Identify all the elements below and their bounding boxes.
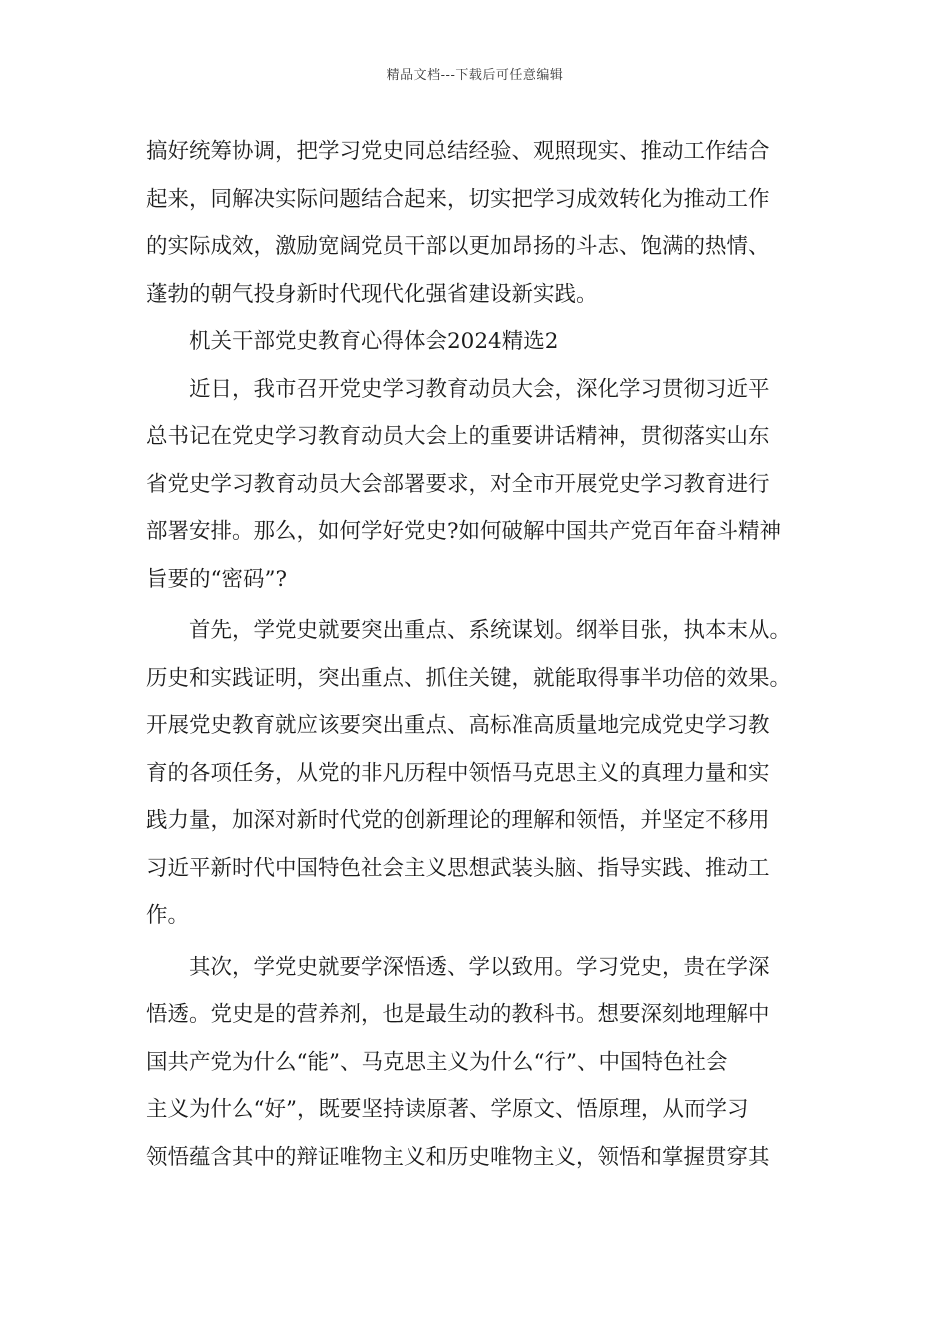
paragraph-line: 开展党史教育就应该要突出重点、高标准高质量地完成党史学习教 [146, 713, 770, 738]
paragraph-line: 悟透。党史是的营养剂，也是最生动的教科书。想要深刻地理解中 [146, 1002, 770, 1027]
paragraph-line: 习近平新时代中国特色社会主义思想武装头脑、指导实践、推动工 [146, 855, 770, 881]
paragraph-line: 蓬勃的朝气投身新时代现代化强省建设新实践。 [146, 281, 598, 307]
paragraph-line: 起来，同解决实际问题结合起来，切实把学习成效转化为推动工作 [146, 186, 770, 212]
paragraph-line: 的实际成效，激励宽阔党员干部以更加昂扬的斗志、饱满的热情、 [146, 234, 770, 259]
paragraph-first-line: 首先，学党史就要突出重点、系统谋划。纲举目张，执本末从。 [189, 618, 792, 643]
paragraph-line: 总书记在党史学习教育动员大会上的重要讲话精神，贯彻落实山东 [146, 424, 770, 449]
paragraph-line: 育的各项任务，从党的非凡历程中领悟马克思主义的真理力量和实 [146, 760, 770, 786]
paragraph-first-line: 机关干部党史教育心得体会2024精选2 [189, 329, 559, 354]
paragraph-line: 主义为什么“好”，既要坚持读原著、学原文、悟原理，从而学习 [146, 1097, 749, 1122]
paragraph-line: 历史和实践证明，突出重点、抓住关键，就能取得事半功倍的效果。 [146, 665, 792, 691]
paragraph-line: 省党史学习教育动员大会部署要求，对全市开展党史学习教育进行 [146, 471, 770, 497]
paragraph-line: 作。 [146, 903, 190, 928]
paragraph-line: 部署安排。那么，如何学好党史?如何破解中国共产党百年奋斗精神 [146, 519, 782, 544]
document-body [146, 128, 826, 1181]
paragraph-line: 践力量，加深对新时代党的创新理论的理解和领悟，并坚定不移用 [146, 808, 770, 833]
paragraph-line: 领悟蕴含其中的辩证唯物主义和历史唯物主义，领悟和掌握贯穿其 [146, 1144, 770, 1170]
page-header: 精品文档---下载后可任意编辑 [386, 68, 564, 83]
paragraph-first-line: 其次，学党史就要学深悟透、学以致用。学习党史，贵在学深 [189, 954, 770, 980]
paragraph-line: 国共产党为什么“能”、马克思主义为什么“行”、中国特色社会 [146, 1049, 728, 1075]
paragraph-line: 旨要的“密码”? [146, 566, 288, 592]
paragraph-first-line: 近日，我市召开党史学习教育动员大会，深化学习贯彻习近平 [189, 376, 770, 402]
paragraph-line: 搞好统筹协调，把学习党史同总结经验、观照现实、推动工作结合 [146, 139, 770, 164]
